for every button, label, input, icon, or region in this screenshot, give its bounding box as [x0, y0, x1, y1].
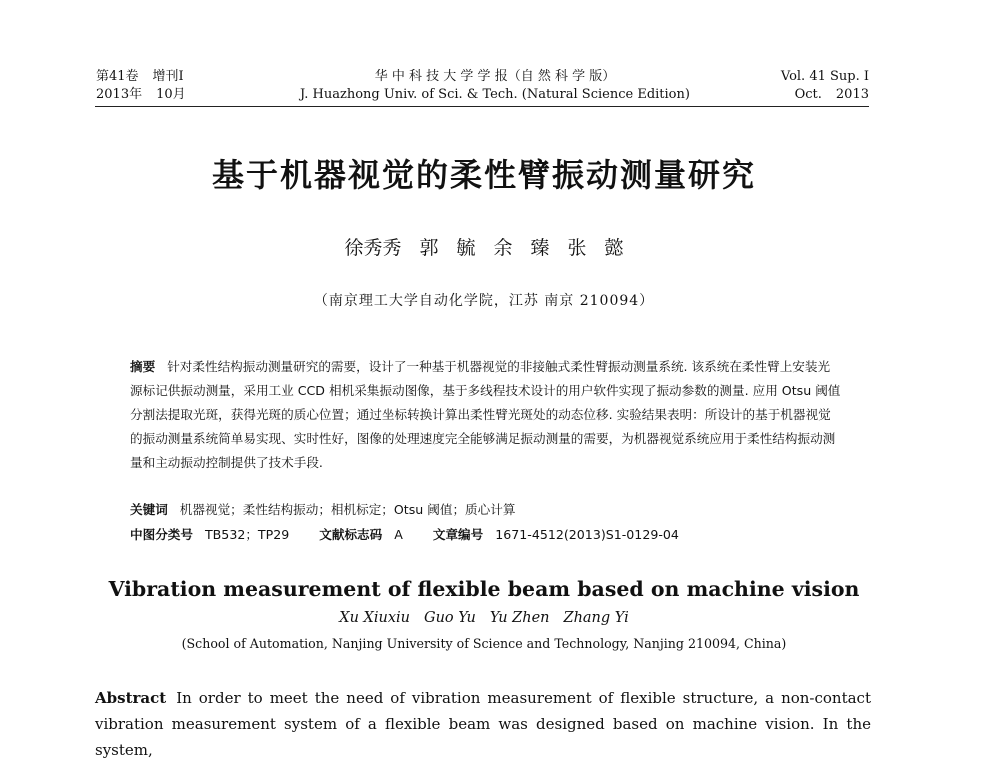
volume-en: Vol. 41 Sup. Ⅰ — [780, 69, 869, 84]
author-en: Guo Yu — [423, 610, 476, 626]
volume-issue-line — [96, 68, 186, 86]
author-cn: 郭 — [419, 237, 439, 259]
paper-title-en: Vibration measurement of flexible beam based on machine vision — [108, 577, 860, 601]
keywords-cn-text: 机器视觉；柔性结构振动；相机标定；Otsu 阈值；质心计算 — [179, 502, 516, 517]
author-en: Zhang Yi — [563, 610, 629, 626]
article-number-value: 1671-4512(2013)S1-0129-04 — [495, 527, 679, 542]
year-en: 2013 — [835, 87, 869, 102]
abstract-en — [95, 685, 871, 763]
month: 10月 — [156, 87, 186, 102]
author-cn: 懿 — [604, 237, 624, 259]
keywords-cn-label: 关键词 — [130, 502, 168, 517]
author-cn: 张 — [567, 237, 587, 259]
month-en: Oct. — [794, 87, 822, 102]
abstract-cn — [130, 355, 842, 475]
header-divider — [95, 106, 869, 107]
author-list-en — [0, 610, 968, 626]
article-number-label: 文章编号 — [432, 527, 484, 542]
doc-code-label: 文献标志码 — [319, 527, 383, 542]
clc-label: 中图分类号 — [130, 527, 193, 542]
author-cn: 徐秀秀 — [344, 237, 402, 259]
running-header-journal — [290, 68, 700, 104]
affiliation-cn: （南京理工大学自动化学院，江苏 南京 210094） — [313, 293, 655, 309]
abstract-en-label: Abstract — [95, 689, 167, 707]
author-list-cn — [0, 233, 968, 260]
author-en: Yu Zhen — [489, 610, 550, 626]
paper-title-cn: 基于机器视觉的柔性臂振动测量研究 — [211, 156, 756, 194]
affiliation-en: (School of Automation, Nanjing University of Science and Technology, Nanjing 210094, China) — [181, 636, 787, 651]
clc-value: TB532；TP29 — [204, 527, 290, 542]
abstract-cn-text: 针对柔性结构振动测量研究的需要，设计了一种基于机器视觉的非接触式柔性臂振动测量系统. 该系统在柔性臂上安装光源标记供振动测量，采用工业 CCD 相机采集振动图像，基于多线程技术设计的用户软件实现了振动参数的测量. 应用 Otsu 阈值分割法提取光斑，获得光斑的质心位置；通过坐标转换计算出柔性臂光斑处的动态位移. 实验结果表明：所设计的基于机器视觉的振动测量系统简单易实现、实时性好，图像的处理速度完全能够满足振动测量的需要，为机器视觉系统应用于柔性结构振动测量和主动振动控制提供了技术手段. — [130, 359, 841, 470]
volume-number: 第41卷 — [96, 69, 139, 84]
author-en: Xu Xiuxiu — [339, 610, 410, 626]
supplement-number: 增刊Ⅰ — [152, 69, 184, 84]
journal-name-cn: 华 中 科 技 大 学 学 报（自 然 科 学 版） — [374, 69, 616, 84]
author-cn: 臻 — [530, 237, 550, 259]
year: 2013年 — [96, 87, 143, 102]
abstract-cn-label: 摘要 — [130, 359, 156, 374]
doc-code-value: A — [394, 527, 403, 542]
keywords-cn — [130, 499, 842, 521]
running-header-volume — [96, 68, 186, 104]
abstract-en-text: In order to meet the need of vibration measurement of flexible structure, a non-contact vibration measurement system of a flexible beam was designed based on machine vision. In the system, — [95, 689, 871, 759]
running-header-volume-en — [781, 68, 869, 104]
classification-line — [130, 524, 842, 546]
journal-name-en: J. Huazhong Univ. of Sci. & Tech. (Natural Science Edition) — [300, 87, 690, 102]
date-line — [96, 86, 186, 104]
date-en-line — [781, 86, 869, 104]
author-cn: 余 — [493, 237, 513, 259]
author-cn: 毓 — [456, 237, 476, 259]
